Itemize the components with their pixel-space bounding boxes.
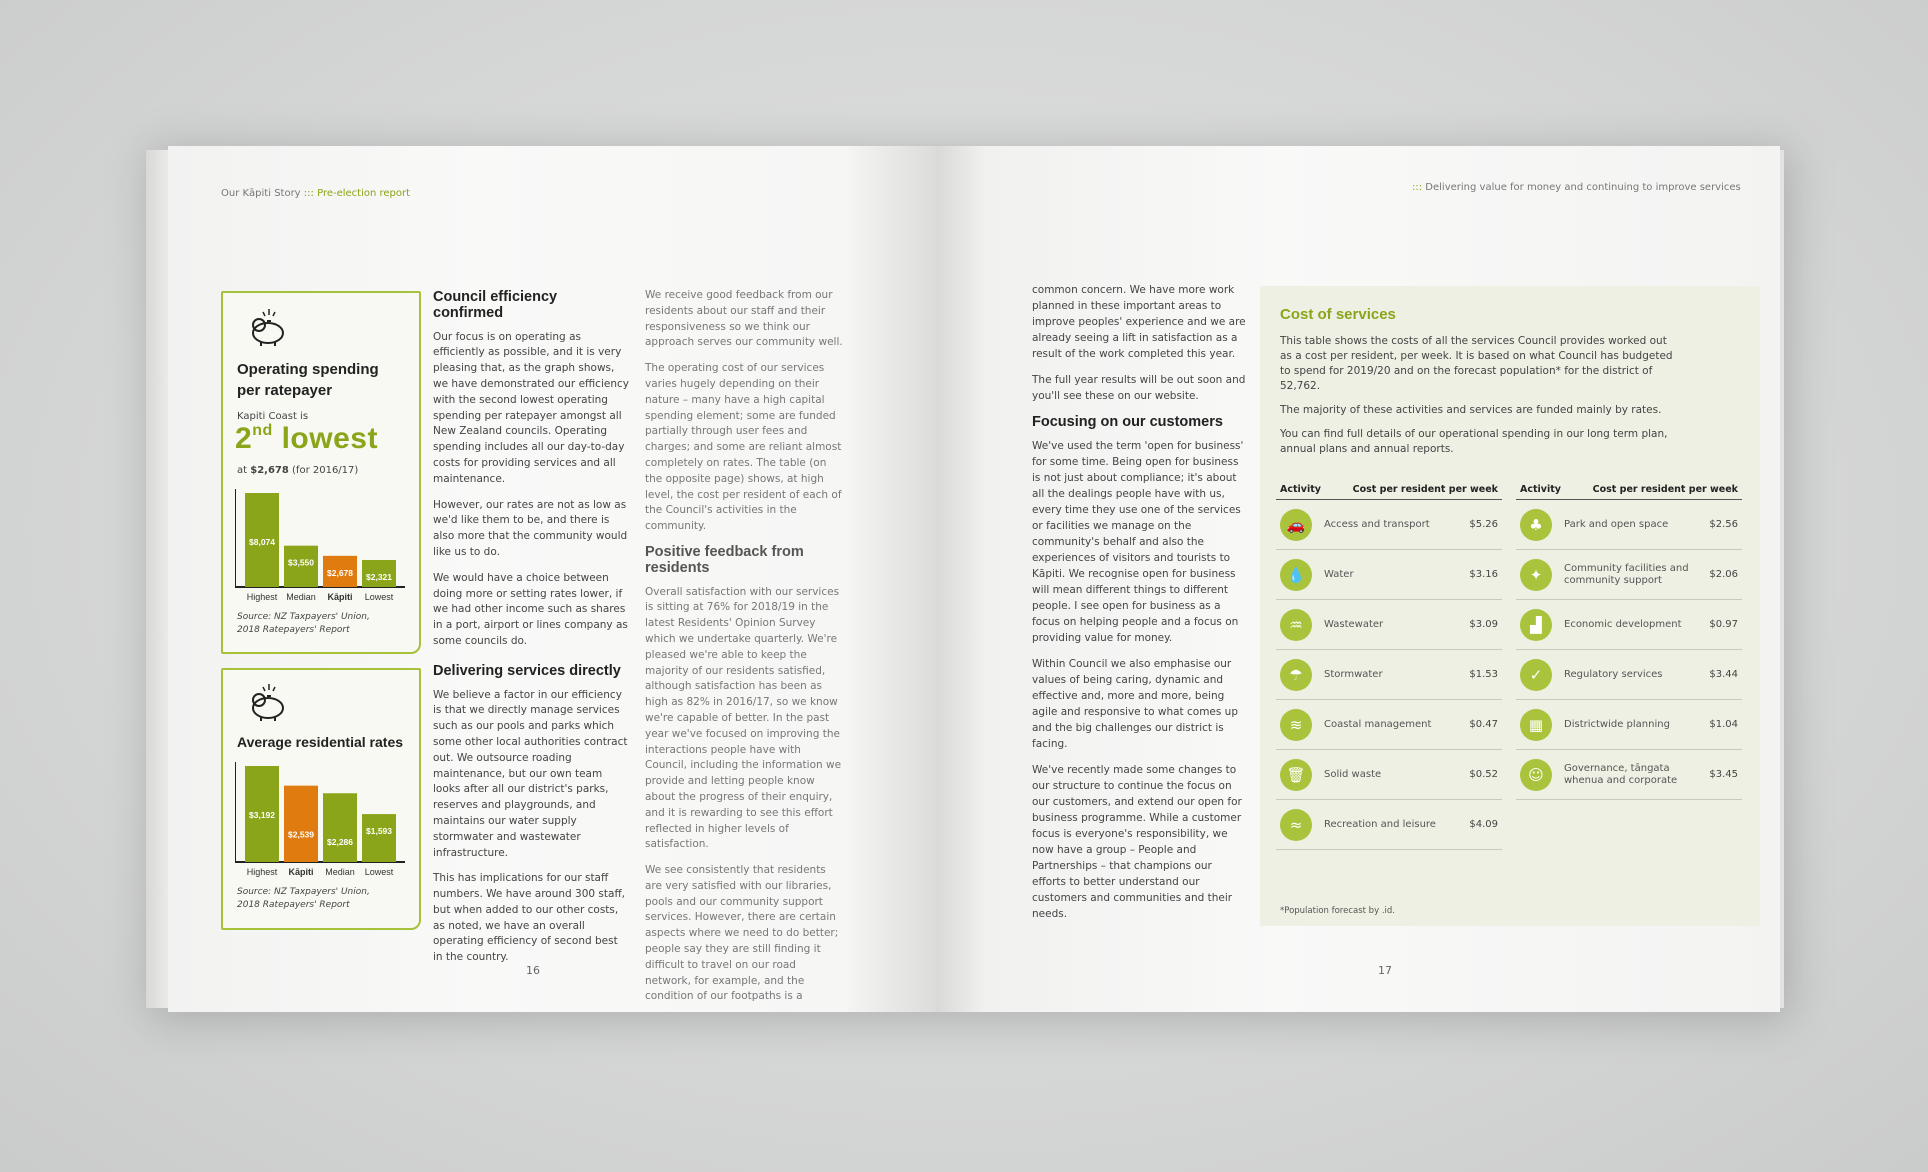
- bar-value-label: $2,539: [288, 829, 314, 840]
- paragraph: The operating cost of our services varies hugely depending on their nature – many have a high capital spending element; some are funded partially through user fees and charges; and some are reliant almost completely on rates. The table (on the opposite page) shows, at high level, the cost per resident of each of the Council's activities in the community.: [645, 362, 842, 533]
- activity-name: Coastal management: [1324, 718, 1432, 730]
- category-tick-label: Kāpiti: [288, 867, 314, 877]
- book-edge-left: [146, 150, 170, 1008]
- category-tick-label: Median: [325, 867, 355, 877]
- activity-name: Economic development: [1564, 618, 1682, 630]
- paragraph: We would have a choice between doing more or setting rates lower, if we had other income such as shares in a port, airport or lines company as some councils do.: [433, 571, 628, 647]
- category-tick-label: Median: [286, 592, 316, 602]
- table-row: [1276, 650, 1502, 700]
- running-head-section: Delivering value for money and continuing to improve services: [1425, 182, 1741, 193]
- rank-headline: [235, 422, 378, 456]
- activity-name: Water: [1324, 568, 1354, 580]
- activity-cost: $5.26: [1469, 519, 1498, 530]
- bar-value-label: $1,593: [366, 826, 392, 837]
- cost-of-services-panel: [1260, 286, 1760, 926]
- rain-cloud-icon: ☂: [1280, 659, 1312, 691]
- activity-name: Recreation and leisure: [1324, 818, 1436, 830]
- bar: [362, 814, 396, 862]
- left-page: [168, 146, 936, 1012]
- bin-icon: 🗑: [1280, 759, 1312, 791]
- title-line: per ratepayer: [237, 382, 333, 399]
- cost-table-header: [1276, 484, 1502, 500]
- rank-number: 2: [235, 422, 253, 455]
- rank-word: lowest: [281, 422, 378, 455]
- cost-table-header: [1516, 484, 1742, 500]
- activity-cost: $2.06: [1709, 569, 1738, 580]
- source-line: Source: NZ Taxpayers' Union,: [237, 887, 370, 897]
- category-tick-label: Highest: [246, 867, 278, 877]
- table-row: [1516, 550, 1742, 600]
- category-tick-label: Lowest: [364, 592, 394, 602]
- category-tick-label: Highest: [246, 592, 278, 602]
- water-drop-icon: 💧: [1280, 559, 1312, 591]
- bar-value-label: $3,550: [288, 557, 314, 568]
- footnote: *Population forecast by .id.: [1280, 906, 1395, 916]
- paragraph: common concern. We have more work planned in these important areas to improve peoples' experience and we are already seeing a lift in satisfaction as a result of the work completed this year.: [1032, 284, 1246, 360]
- running-head-section: Pre-election report: [317, 188, 411, 199]
- paragraph: We receive good feedback from our residents about our staff and their responsiveness so we think our approach serves our community well.: [645, 289, 843, 349]
- paragraph: Overall satisfaction with our services is sitting at 76% for 2018/19 in the latest Residents' Opinion Survey which we undertake quarterly. We're pleased we're able to keep the majority of our residents satisfied, although satisfaction has been as high as 82% in 2016/17, so we know we're capable of better. In the past year we've focused on improving the interactions people have with Council, including the information we provide and letting people know about the progress of their enquiry, and it is rewarding to see this effort reflected in higher levels of satisfaction.: [645, 585, 842, 851]
- paragraph: The majority of these activities and services are funded mainly by rates.: [1280, 404, 1662, 416]
- page-number: 17: [1378, 964, 1392, 977]
- paragraph: However, our rates are not as low as we'd like them to be, and there is also more that the community would like us to do.: [433, 498, 628, 558]
- paragraph: We've used the term 'open for business' for some time. Being open for business is not just about compliance; it's about all the dealings people have with us, every time they use one of the services or facilities we manage on the community's behalf and also the experiences of visitors and tourists to Kāpiti. We recognise open for business will mean different things to different people. I see open for business as a focus on helping people and a focus on providing value for money.: [1032, 440, 1244, 644]
- rank-intro: Kapiti Coast is: [237, 411, 309, 422]
- waves-icon: ≋: [1280, 709, 1312, 741]
- paragraph: We've recently made some changes to our structure to continue the focus on our customers, and extend our open for business programme. While a customer focus is everyone's responsibility, we now have a group – People and Partnerships – that champions our efforts to better understand our customers and communities and their needs.: [1032, 764, 1242, 920]
- activity-cost: $3.16: [1469, 569, 1498, 580]
- column-header-cost: Cost per resident per week: [1592, 484, 1738, 495]
- table-row: [1516, 750, 1742, 800]
- car-icon: 🚗: [1280, 509, 1312, 541]
- source-line: 2018 Ratepayers' Report: [237, 625, 350, 635]
- growth-chart-icon: ▟: [1520, 609, 1552, 641]
- cost-rows: [1276, 500, 1502, 850]
- paragraph: This table shows the costs of all the services Council provides worked out as a cost per resident, per week. It is based on what Council has budgeted to spend for 2019/20 and on the forecast population* for the district of 52,762.: [1280, 335, 1673, 392]
- operating-spending-chart: [235, 489, 415, 605]
- chart-source: [237, 886, 370, 912]
- activity-cost: $1.04: [1709, 719, 1738, 730]
- table-row: [1276, 500, 1502, 550]
- activity-name: Community facilities and community support: [1564, 562, 1689, 586]
- paragraph: The full year results will be out soon and you'll see these on our website.: [1032, 374, 1246, 402]
- heading-delivering-services: Delivering services directly: [433, 662, 621, 679]
- category-tick-label: Lowest: [364, 867, 394, 877]
- activity-cost: $3.09: [1469, 619, 1498, 630]
- piggy-bank-icon: [245, 307, 291, 347]
- cost-of-services-title: Cost of services: [1280, 306, 1396, 323]
- table-row: [1276, 750, 1502, 800]
- column-header-activity: Activity: [1520, 484, 1561, 495]
- column-header-activity: Activity: [1280, 484, 1321, 495]
- column-header-cost: Cost per resident per week: [1352, 484, 1498, 495]
- value-amount: $2,678: [250, 465, 289, 476]
- right-page: [936, 146, 1780, 1012]
- residential-rates-chart: [235, 762, 415, 880]
- residential-rates-box: [221, 668, 421, 930]
- map-icon: ▦: [1520, 709, 1552, 741]
- rank-suffix: nd: [252, 422, 273, 439]
- clipboard-check-icon: ✓: [1520, 659, 1552, 691]
- value-prefix: at: [237, 465, 248, 476]
- activity-cost: $2.56: [1709, 519, 1738, 530]
- activity-name: Stormwater: [1324, 668, 1383, 680]
- bar-value-label: $8,074: [249, 537, 275, 547]
- activity-cost: $4.09: [1469, 819, 1498, 830]
- cost-table-left: [1276, 484, 1502, 850]
- activity-name: Access and transport: [1324, 518, 1430, 530]
- table-row: [1516, 700, 1742, 750]
- activity-cost: $3.45: [1709, 769, 1738, 780]
- tree-icon: ♣: [1520, 509, 1552, 541]
- running-head-right: [1412, 182, 1741, 193]
- operating-spending-title: [237, 359, 379, 401]
- activity-name: Regulatory services: [1564, 668, 1663, 680]
- running-head-separator: :::: [1412, 182, 1423, 193]
- bar-value-label: $3,192: [249, 810, 275, 820]
- residential-rates-title: Average residential rates: [237, 734, 404, 750]
- activity-name: Governance, tāngata whenua and corporate: [1564, 762, 1678, 786]
- bar: [284, 786, 318, 862]
- page-number: 16: [526, 964, 540, 977]
- table-row: [1276, 550, 1502, 600]
- handshake-icon: ✦: [1520, 559, 1552, 591]
- paragraph: This has implications for our staff numbers. We have around 300 staff, but when added to our other costs, as noted, we have an overall operating efficiency of second best in the country.: [433, 872, 626, 964]
- title-line: Operating spending: [237, 361, 379, 378]
- activity-cost: $1.53: [1469, 669, 1498, 680]
- running-head-title: Our Kāpiti Story: [221, 188, 301, 199]
- activity-name: Districtwide planning: [1564, 718, 1670, 730]
- heading-focusing-customers: Focusing on our customers: [1032, 414, 1223, 430]
- left-column-2: [645, 288, 845, 1012]
- source-line: 2018 Ratepayers' Report: [237, 900, 350, 910]
- value-period: (for 2016/17): [292, 465, 359, 476]
- source-line: Source: NZ Taxpayers' Union,: [237, 612, 370, 622]
- category-tick-label: Kāpiti: [327, 592, 353, 602]
- left-column-1: [433, 290, 629, 976]
- cost-table-right: [1516, 484, 1742, 800]
- activity-cost: $0.97: [1709, 619, 1738, 630]
- rank-value: [237, 465, 358, 476]
- activity-name: Park and open space: [1564, 518, 1669, 530]
- cost-rows: [1516, 500, 1742, 800]
- cost-intro: [1280, 334, 1680, 466]
- paragraph: Within Council we also emphasise our values of being caring, dynamic and effective and, more and more, being agile and responsive to what comes up and the big challenges our district is facing.: [1032, 658, 1239, 750]
- activity-cost: $3.44: [1709, 669, 1738, 680]
- heading-council-efficiency: Council efficiency confirmed: [433, 289, 558, 321]
- bar-value-label: $2,321: [366, 571, 392, 582]
- table-row: [1516, 650, 1742, 700]
- right-column: [1032, 282, 1248, 932]
- chart-source: [237, 611, 370, 637]
- heading-positive-feedback: Positive feedback from residents: [645, 543, 804, 576]
- operating-spending-box: [221, 291, 421, 654]
- table-row: [1276, 600, 1502, 650]
- wastewater-icon: ♒: [1280, 609, 1312, 641]
- paragraph: We believe a factor in our efficiency is that we directly manage services such as our pools and parks which some other local authorities contract out. We outsource roading maintenance, but our own team looks after all our district's parks, reserves and playgrounds, and maintains our water supply stormwater and wastewater infrastructure.: [433, 688, 628, 859]
- bar-value-label: $2,678: [327, 567, 353, 578]
- running-head-separator: :::: [303, 188, 314, 199]
- bar-value-label: $2,286: [327, 837, 353, 848]
- bar: [323, 793, 357, 862]
- running-head-left: [221, 188, 410, 199]
- table-row: [1276, 700, 1502, 750]
- activity-name: Wastewater: [1324, 618, 1384, 630]
- piggy-bank-icon: [245, 682, 291, 722]
- table-row: [1516, 600, 1742, 650]
- table-row: [1276, 800, 1502, 850]
- people-icon: ☺: [1520, 759, 1552, 791]
- activity-name: Solid waste: [1324, 768, 1382, 780]
- activity-cost: $0.52: [1469, 769, 1498, 780]
- paragraph: You can find full details of our operational spending in our long term plan, annual plans and annual reports.: [1280, 428, 1668, 455]
- swimmer-icon: ≈: [1280, 809, 1312, 841]
- activity-cost: $0.47: [1469, 719, 1498, 730]
- table-row: [1516, 500, 1742, 550]
- paragraph: Our focus is on operating as efficiently as possible, and it is very pleasing that, as the graph shows, we have demonstrated our efficiency with the second lowest operating spending per ratepayer amongst all New Zealand councils. Operating spending includes all our day-to-day costs for providing services and all maintenance.: [433, 330, 629, 485]
- paragraph: We see consistently that residents are very satisfied with our libraries, pools and our community support services. However, there are certain aspects where we need to do better; people say they are still finding it difficult to travel on our road network, for example, and the condition of our footpaths is a: [645, 864, 839, 1003]
